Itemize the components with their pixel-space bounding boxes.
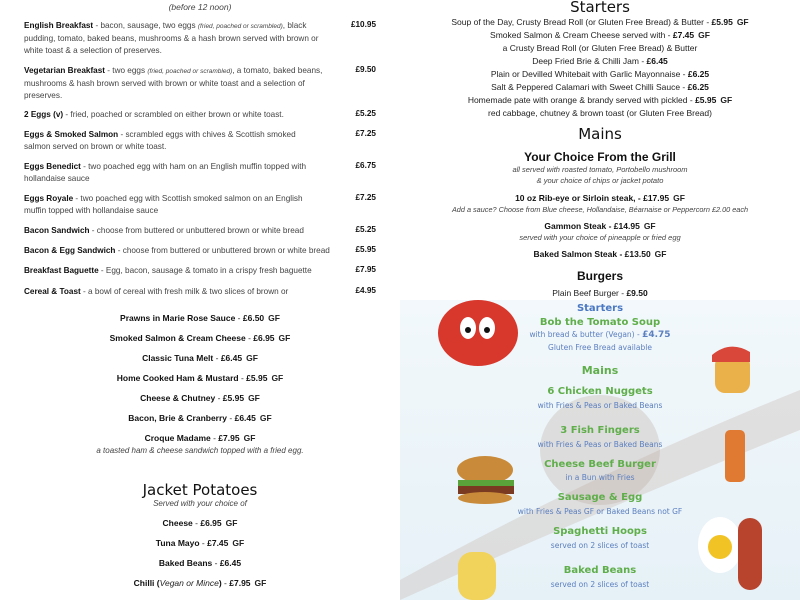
menu-item-name: Spaghetti Hoops (553, 526, 647, 537)
menu-item: Croque Madame - £7.95 GF (144, 433, 256, 443)
menu-item: Bacon & Egg Sandwich - choose from buttered or unbuttered brown or white bread (24, 246, 330, 255)
menu-item-name: Cheese Beef Burger (544, 459, 656, 470)
price: £5.25 (355, 109, 376, 118)
menu-item-name: Baked Beans (563, 565, 637, 576)
menu-item: Vegetarian Breakfast - two eggs (fried, poached or scrambled), a tomato, baked beans, mushrooms & hash brown served with brown or white toast and a selection of preserves. (24, 66, 323, 100)
menu-item: Soup of the Day, Crusty Bread Roll (or Gluten Free Bread) & Butter - £5.95 GF (451, 17, 749, 27)
menu-item-desc: with bread & butter (Vegan) - £4.75 (529, 330, 671, 340)
menu-item: Chilli (Vegan or Mince) - £7.95 GF (133, 578, 267, 588)
grill-note: & your choice of chips or jacket potato (536, 176, 664, 185)
menu-item: Cheese & Chutney - £5.95 GF (140, 393, 260, 403)
menu-item-name: 3 Fish Fingers (560, 425, 640, 436)
menu-item-desc: served on 2 slices of toast (550, 541, 650, 550)
section-heading: Mains (581, 364, 619, 377)
menu-item-desc: in a Bun with Fries (565, 473, 635, 482)
menu-item: Cheese - £6.95 GF (162, 518, 238, 528)
kids-menu (400, 300, 800, 600)
menu-item-name: Sausage & Egg (557, 492, 643, 503)
menu-item: 2 Eggs (v) - fried, poached or scrambled on either brown or white toast. (24, 110, 284, 119)
menu-item: Plain Beef Burger - £9.50 (552, 288, 648, 298)
menu-item-desc: with Fries & Peas GF or Baked Beans not GF (517, 507, 683, 516)
menu-item: Bacon, Brie & Cranberry - £6.45 GF (128, 413, 272, 423)
breakfast-subtitle: (before 12 noon) (168, 2, 232, 12)
menu-item: Classic Tuna Melt - £6.45 GF (142, 353, 258, 363)
item-description: served with your choice of pineapple or fried egg (519, 233, 681, 242)
menu-item: Eggs Royale - two poached egg with Scottish smoked salmon on an English muffin topped with hollandaise sauce (24, 194, 303, 215)
menu-item-name: 6 Chicken Nuggets (547, 386, 653, 397)
menu-item-line: red cabbage, chutney & brown toast (or Gluten Free Bread) (488, 108, 712, 118)
menu-item: Breakfast Baguette - Egg, bacon, sausage & tomato in a crispy fresh baguette (24, 266, 312, 275)
price: £9.50 (355, 65, 376, 74)
menu-item-desc: with Fries & Peas or Baked Beans (537, 401, 663, 410)
menu-item: Home Cooked Ham & Mustard - £5.95 GF (116, 373, 284, 383)
menu-item: Cereal & Toast - a bowl of cereal with fresh milk & two slices of brown or (24, 287, 289, 296)
menu-item: Deep Fried Brie & Chilli Jam - £6.45 (532, 56, 668, 66)
menu-item: Plain or Devilled Whitebait with Garlic Mayonnaise - £6.25 (490, 69, 710, 79)
sauce-note: Add a sauce? Choose from Blue cheese, Hollandaise, Béarnaise or Peppercorn £2.00 each (451, 205, 749, 214)
price: £5.25 (355, 225, 376, 234)
price: £7.25 (355, 193, 376, 202)
price: £5.95 (355, 245, 376, 254)
menu-item: 10 oz Rib-eye or Sirloin steak, - £17.95 GF (515, 193, 685, 203)
menu-item: Eggs Benedict - two poached egg with ham on an English muffin topped with hollandaise sauce (24, 162, 307, 183)
subsection-heading: Burgers (576, 269, 623, 283)
price: £7.25 (355, 129, 376, 138)
menu-item-name: Bob the Tomato Soup (539, 317, 661, 328)
section-heading: Mains (578, 125, 622, 143)
spaghetti-hoop-character-icon (458, 552, 496, 600)
menu-item: English Breakfast - bacon, sausage, two eggs (fried, poached or scrambled), black pudding, tomato, baked beans, mushrooms & a hash brown served with brown or white toast & a selection of preserves. (24, 21, 319, 55)
section-heading: Starters (576, 303, 624, 314)
price: £10.95 (350, 20, 376, 29)
menu-item: Baked Beans - £6.45 (158, 558, 242, 568)
menu-item: Homemade pate with orange & brandy served with pickled - £5.95 GF (467, 95, 733, 105)
price: £6.75 (355, 161, 376, 170)
menu-item-desc: with Fries & Peas or Baked Beans (537, 440, 663, 449)
menu-item-line: a Crusty Bread Roll (or Gluten Free Bread) & Butter (502, 43, 698, 53)
menu-item: Baked Salmon Steak - £13.50 GF (533, 249, 667, 259)
menu-item: Prawns in Marie Rose Sauce - £6.50 GF (120, 313, 280, 323)
menu-item: Eggs & Smoked Salmon - scrambled eggs with chives & Scottish smoked salmon served on brown or white toast. (24, 130, 296, 151)
menu-item: Smoked Salmon & Cream Cheese - £6.95 GF (109, 333, 291, 343)
section-subtitle: Served with your choice of (153, 499, 247, 508)
menu-item-note: Gluten Free Bread available (548, 343, 652, 352)
menu-item: Smoked Salmon & Cream Cheese served with - £7.45 GF (490, 30, 710, 40)
item-description: a toasted ham & cheese sandwich topped with a fried egg. (96, 446, 304, 455)
subsection-heading: Your Choice From the Grill (524, 150, 676, 164)
menu-item-desc: served on 2 slices of toast (550, 580, 650, 589)
price: £4.95 (355, 286, 376, 295)
grill-note: all served with roasted tomato, Portobello mushroom (512, 165, 688, 174)
section-heading: Jacket Potatoes (142, 481, 258, 499)
menu-item: Gammon Steak - £14.95 GF (544, 221, 656, 231)
section-heading: Starters (570, 0, 630, 16)
menu-item: Bacon Sandwich - choose from buttered or unbuttered brown or white bread (24, 226, 304, 235)
menu-item: Tuna Mayo - £7.45 GF (155, 538, 245, 548)
menu-item: Salt & Peppered Calamari with Sweet Chilli Sauce - £6.25 (491, 82, 709, 92)
price: £7.95 (355, 265, 376, 274)
